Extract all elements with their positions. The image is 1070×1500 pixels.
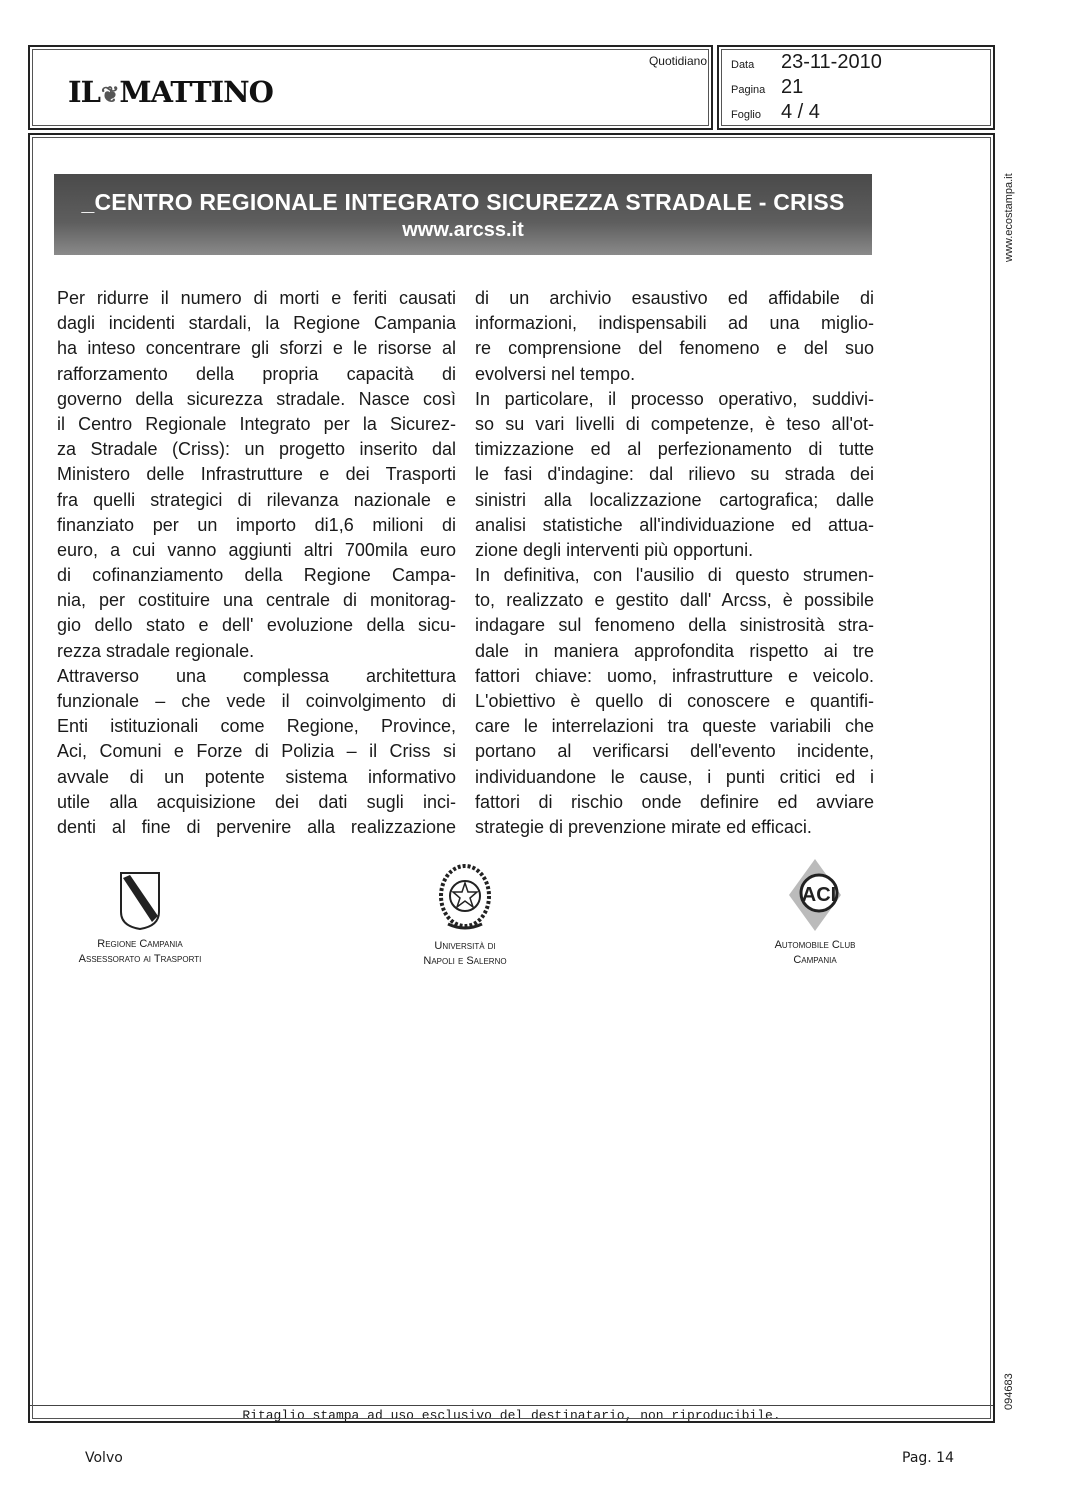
page-number: Pag. 14 [902, 1450, 954, 1466]
meta-label: Data [731, 59, 755, 71]
article-line: euro, a cui vanno aggiunti altri 700mila euro [57, 539, 456, 560]
article-line: nia, per costituire una centrale di monitorag- [57, 590, 456, 611]
article-line: Attraverso una complessa architettura [57, 665, 456, 686]
logo-caption-1: Automobile Club [774, 939, 856, 951]
article-line: fra quelli strategici di rilevanza nazionale e [57, 489, 456, 510]
aci-logo-icon [787, 857, 843, 933]
clipping-box [28, 133, 995, 1423]
coat-of-arms-icon [118, 870, 162, 932]
meta-value: 23-11-2010 [781, 51, 882, 73]
meta-date [731, 51, 882, 74]
article-line: portano al verificarsi dell'evento incidente, [475, 741, 874, 762]
meta-page [731, 76, 803, 99]
article-line: zione degli interventi più opportuni. [475, 539, 754, 560]
article-line: ha inteso concentrare gli sforzi e le risorse al [57, 338, 456, 359]
svg-text:ACI: ACI [801, 884, 837, 906]
italian-emblem-icon [436, 862, 494, 934]
article-line: fattori di rischio onde definire ed avviare [475, 791, 874, 812]
article-line: di cofinanziamento della Regione Campa- [57, 565, 456, 586]
side-code: 094683 [1003, 1373, 1015, 1410]
publication-type: Quotidiano [648, 54, 707, 68]
article-line: strategie di prevenzione mirate ed efficaci. [475, 816, 812, 837]
article-line: so su vari livelli di competenze, è teso all'ot- [475, 413, 874, 434]
article-line: Per ridurre il numero di morti e feriti causati [57, 288, 456, 308]
article-line: L'obiettivo è quello di conoscere e quantifi- [475, 691, 874, 711]
article-line: avvale di un potente sistema informativo [57, 766, 456, 787]
article-line: fattori chiave: uomo, infrastrutture e veicolo. [475, 665, 874, 686]
article-banner [54, 174, 872, 255]
article-line: gio dello stato e dell' evoluzione della sicu- [57, 615, 456, 636]
logo-caption-1: Regione Campania [97, 938, 183, 950]
article-line: care le interrelazioni tra queste variabili che [475, 716, 874, 737]
logo-aci [750, 857, 880, 968]
article-line: finanziato per un importo di1,6 milioni di [57, 514, 456, 535]
article-line: to, realizzato e gestito dall' Arcss, è possibile [475, 590, 874, 611]
article-line: za Stradale (Criss): un progetto inserito dal [57, 439, 456, 460]
article-line: utile alla acquisizione dei dati sugli inci- [57, 791, 456, 812]
header-meta-box [717, 45, 995, 130]
meta-label: Pagina [731, 84, 766, 96]
client-name: Volvo [85, 1450, 123, 1466]
article-line: analisi statistiche all'individuazione ed attua- [475, 514, 874, 535]
article-column-left [57, 286, 456, 840]
header-masthead-box [28, 45, 713, 130]
article-line: dagli incidenti stardali, la Regione Campania [57, 313, 456, 334]
article-line: rafforzamento della propria capacità di [57, 363, 456, 384]
side-website: www.ecostampa.it [1003, 173, 1015, 262]
article-line: Ministero delle Infrastrutture e dei Trasporti [57, 464, 456, 485]
newspaper-logo: IL❦MATTINO [68, 75, 273, 109]
article-line: re comprensione del fenomeno e del suo [475, 338, 874, 359]
logo-caption-2: Campania [793, 954, 837, 966]
copyright-notice: Ritaglio stampa ad uso esclusivo del destinatario, non riproducibile. [242, 1408, 781, 1423]
article-line: individuandone le cause, i punti critici ed i [475, 766, 874, 787]
logo-caption-1: Università di [434, 940, 496, 952]
article-line: informazioni, indispensabili ad una miglio- [475, 313, 874, 334]
article-line: il Centro Regionale Integrato per la Sicurez- [57, 413, 456, 434]
banner-title: _CENTRO REGIONALE INTEGRATO SICUREZZA STRADALE - CRISS [81, 189, 845, 215]
article-column-right [475, 286, 874, 840]
article-line: Aci, Comuni e Forze di Polizia – il Criss si [57, 741, 456, 762]
footer-divider [30, 1405, 993, 1406]
banner-url: www.arcss.it [402, 219, 524, 241]
article-line: governo della sicurezza stradale. Nasce così [57, 388, 456, 409]
article-line: indagare sul fenomeno della sinistrosità stra- [475, 615, 874, 636]
article-line: evolversi nel tempo. [475, 363, 636, 384]
meta-value: 21 [781, 76, 804, 98]
rooster-icon: ❦ [100, 82, 119, 108]
article-line: Enti istituzionali come Regione, Province, [57, 716, 456, 737]
article-line: denti al fine di pervenire alla realizzazione [57, 816, 456, 837]
meta-sheet [731, 101, 820, 124]
meta-label: Foglio [731, 109, 761, 121]
meta-value: 4 / 4 [781, 101, 820, 123]
article-line: dale in maniera approfondita rispetto ai tre [475, 640, 874, 661]
article-line: le fasi d'indagine: dal rilievo su strada dei [475, 464, 874, 485]
article-line: sinistri alla localizzazione cartografica; dalle [475, 489, 874, 510]
logo-caption-2: Napoli e Salerno [423, 955, 507, 967]
logo-universita [390, 862, 540, 969]
article-line: di un archivio esaustivo ed affidabile di [475, 288, 874, 308]
article-line: In definitiva, con l'ausilio di questo strumen- [475, 565, 874, 586]
article-line: In particolare, il processo operativo, suddivi- [475, 388, 874, 409]
logo-caption-2: Assessorato ai Trasporti [78, 953, 202, 965]
article-line: timizzazione ed al perfezionamento di tutte [475, 439, 874, 460]
article-line: funzionale – che vede il coinvolgimento di [57, 691, 456, 711]
logo-regione-campania [50, 870, 230, 967]
article-line: rezza stradale regionale. [57, 640, 255, 661]
